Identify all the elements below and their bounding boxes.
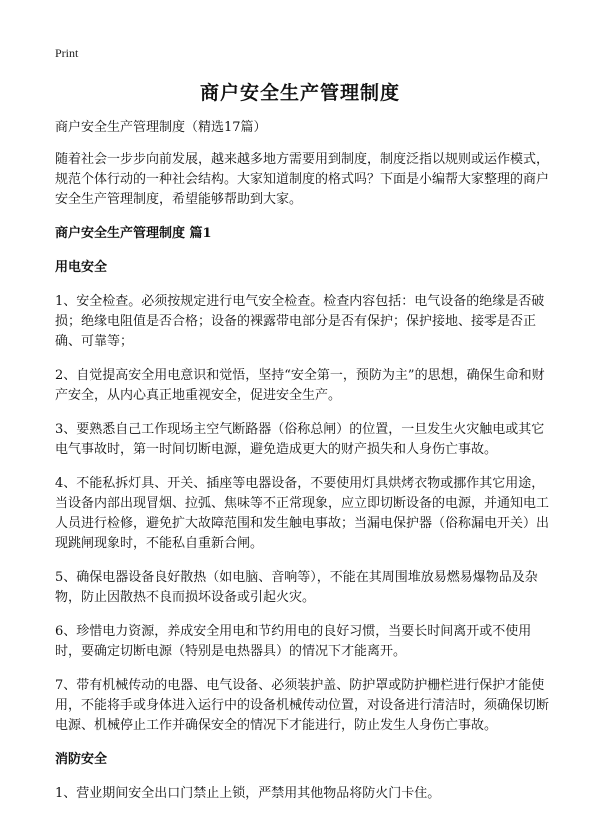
electric-item-5: 5、确保电器设备良好散热（如电脑、音响等），不能在其周围堆放易燃易爆物品及杂物，防止因散热不良而损坏设备或引起火灾。 — [55, 570, 538, 605]
electric-safety-heading: 用电安全 — [55, 260, 108, 275]
electric-item-3: 3、要熟悉自己工作现场主空气断路器（俗称总闸）的位置，一旦发生火灾触电或其它电气事故时，第一时间切断电源，避免造成更大的财产损失和人身伤亡事故。 — [55, 422, 545, 457]
fire-safety-heading: 消防安全 — [55, 752, 108, 767]
electric-item-7: 7、带有机械传动的电器、电气设备、必须装护盖、防护罩或防护栅栏进行保护才能使用，不能将手或身体进入运行中的设备机械传动位置，对设备进行清洁时，须确保切断电源、机械停止工作并确保安全的情况下才能进行，防止发生人身伤亡事故。 — [55, 678, 550, 733]
document-body — [55, 118, 552, 818]
electric-item-2: 2、自觉提高安全用电意识和觉悟，坚持“安全第一，预防为主”的思想，确保生命和财产安全，从内心真正地重视安全，促进安全生产。 — [55, 368, 545, 403]
print-link[interactable]: Print — [55, 46, 79, 60]
electric-item-1: 1、安全检查。必须按规定进行电气安全检查。检查内容包括：电气设备的绝缘是否破损；绝缘电阻值是否合格；设备的裸露带电部分是否有保护；保护接地、接零是否正确、可靠等； — [55, 294, 545, 349]
section-heading: 商户安全生产管理制度 篇1 — [55, 226, 212, 241]
page-title: 商户安全生产管理制度 — [199, 82, 400, 104]
document-subtitle: 商户安全生产管理制度（精选17篇） — [55, 120, 267, 135]
fire-item-1: 1、营业期间安全出口门禁止上锁，严禁用其他物品将防火门卡住。 — [55, 786, 441, 801]
intro-paragraph: 随着社会一步步向前发展，越来越多地方需要用到制度，制度泛指以规则或运作模式，规范个体行动的一种社会结构。大家知道制度的格式吗？下面是小编帮大家整理的商户安全生产管理制度，希望能够帮助到大家。 — [55, 152, 550, 207]
electric-item-6: 6、珍惜电力资源，养成安全用电和节约用电的良好习惯，当要长时间离开或不使用时，要确定切断电源（特别是电热器具）的情况下才能离开。 — [55, 624, 532, 659]
electric-item-4: 4、不能私拆灯具、开关、插座等电器设备，不要使用灯具烘烤衣物或挪作其它用途，当设备内部出现冒烟、拉弧、焦味等不正常现象，应立即切断设备的电源，并通知电工人员进行检修，避免扩大故障范围和发生触电事故；当漏电保护器（俗称漏电开关）出现跳闸现象时，不能私自重新合闸。 — [55, 476, 550, 551]
